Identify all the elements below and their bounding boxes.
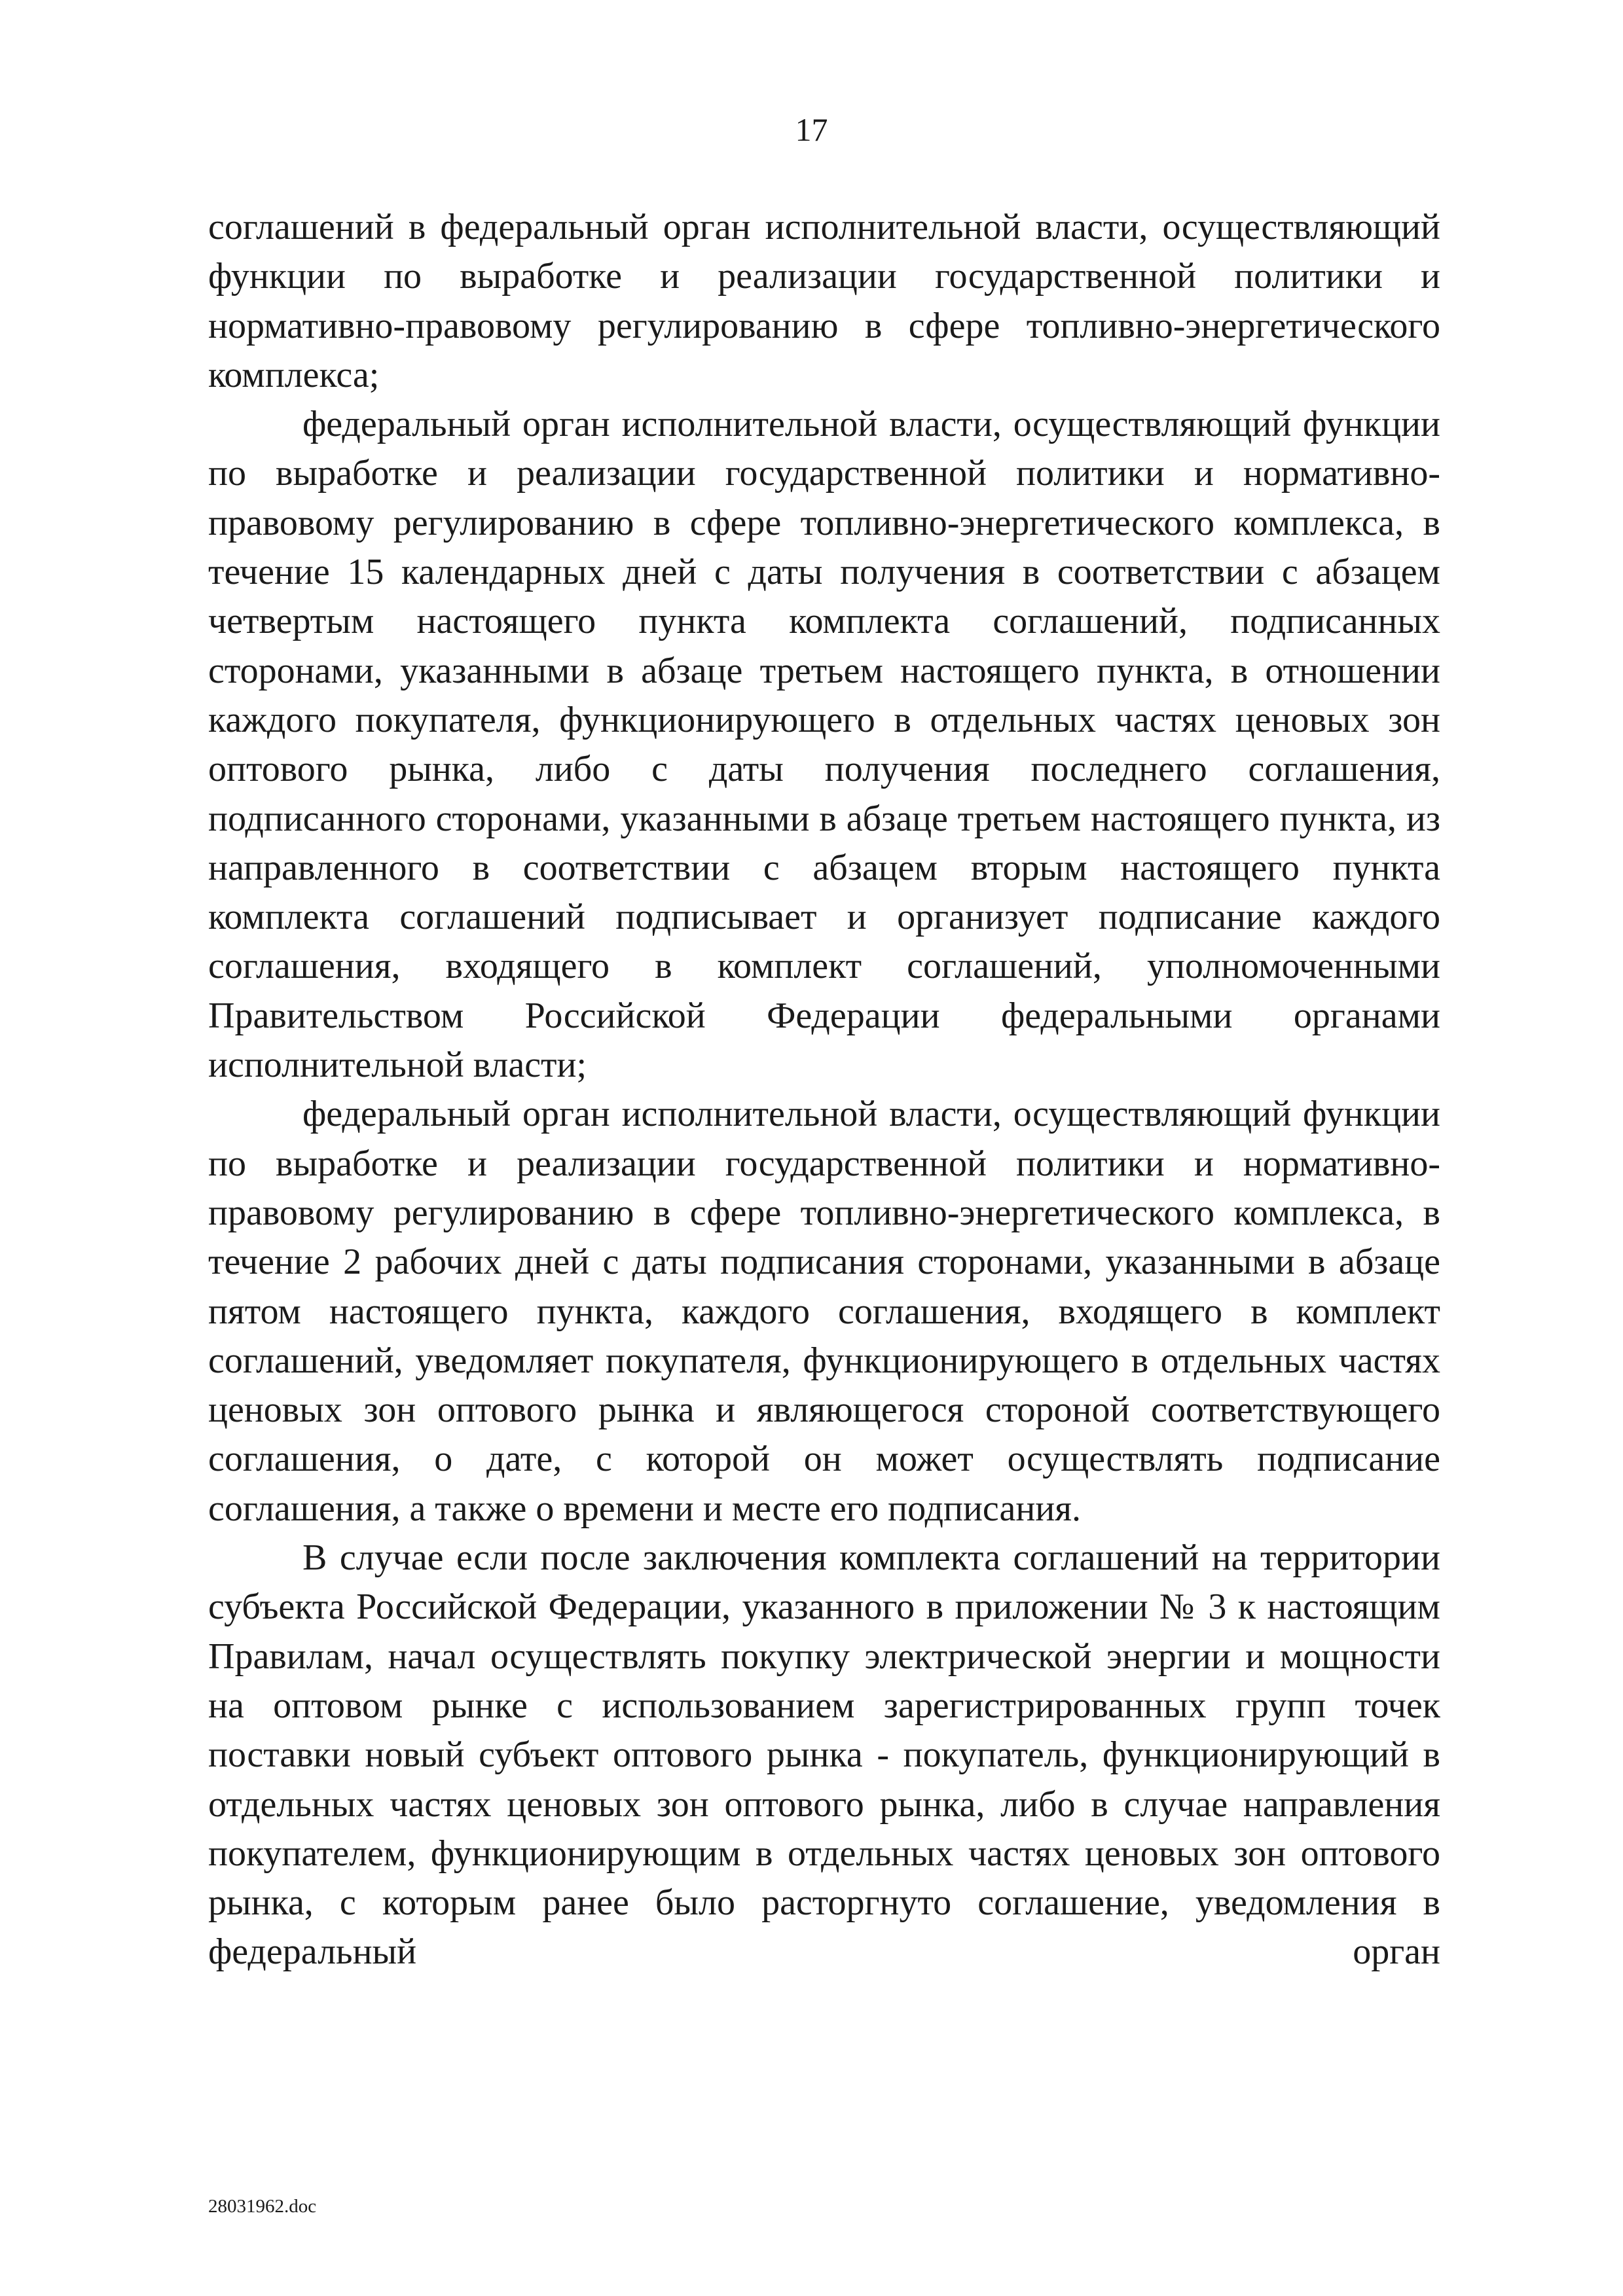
paragraph: соглашений в федеральный орган исполнительной власти, осуществляющий функции по выработке и реализации государственной политики и нормативно-правовому регулированию в сфере топливно-энергетического комплекса; — [208, 207, 1440, 395]
paragraph: В случае если после заключения комплекта соглашений на территории субъекта Российской Федерации, указанного в приложении № 3 к настоящим Правилам, начал осуществлять покупку электрической энергии и мощности на оптовом рынке с использованием зарегистрированных групп точек поставки новый субъект оптового рынка - покупатель, функционирующий в отдельных частях ценовых зон оптового рынка, либо в случае направления покупателем, функционирующим в отдельных частях ценовых зон оптового рынка, с которым ранее было расторгнуто соглашение, уведомления в федеральный орган — [208, 1537, 1440, 1973]
page-number: 17 — [795, 111, 828, 148]
paragraph: федеральный орган исполнительной власти, осуществляющий функции по выработке и реализации государственной политики и нормативно-правовому регулированию в сфере топливно-энергетического комплекса, в течение 2 рабочих дней с даты подписания сторонами, указанными в абзаце пятом настоящего пункта, каждого соглашения, входящего в комплект соглашений, уведомляет покупателя, функционирующего в отдельных частях ценовых зон оптового рынка и являющегося стороной соответствующего соглашения, о дате, с которой он может осуществлять подписание соглашения, а также о времени и месте его подписания. — [208, 1094, 1440, 1529]
document-body — [208, 203, 1440, 1977]
footer-filename: 28031962.doc — [208, 2196, 317, 2217]
paragraph: федеральный орган исполнительной власти, осуществляющий функции по выработке и реализации государственной политики и нормативно-правовому регулированию в сфере топливно-энергетического комплекса, в течение 15 календарных дней с даты получения в соответствии с абзацем четвертым настоящего пункта комплекта соглашений, подписанных сторонами, указанными в абзаце третьем настоящего пункта, в отношении каждого покупателя, функционирующего в отдельных частях ценовых зон оптового рынка, либо с даты получения последнего соглашения, подписанного сторонами, указанными в абзаце третьем настоящего пункта, из направленного в соответствии с абзацем вторым настоящего пункта комплекта соглашений подписывает и организует подписание каждого соглашения, входящего в комплект соглашений, уполномоченными Правительством Российской Федерации федеральными органами исполнительной власти; — [208, 404, 1440, 1086]
